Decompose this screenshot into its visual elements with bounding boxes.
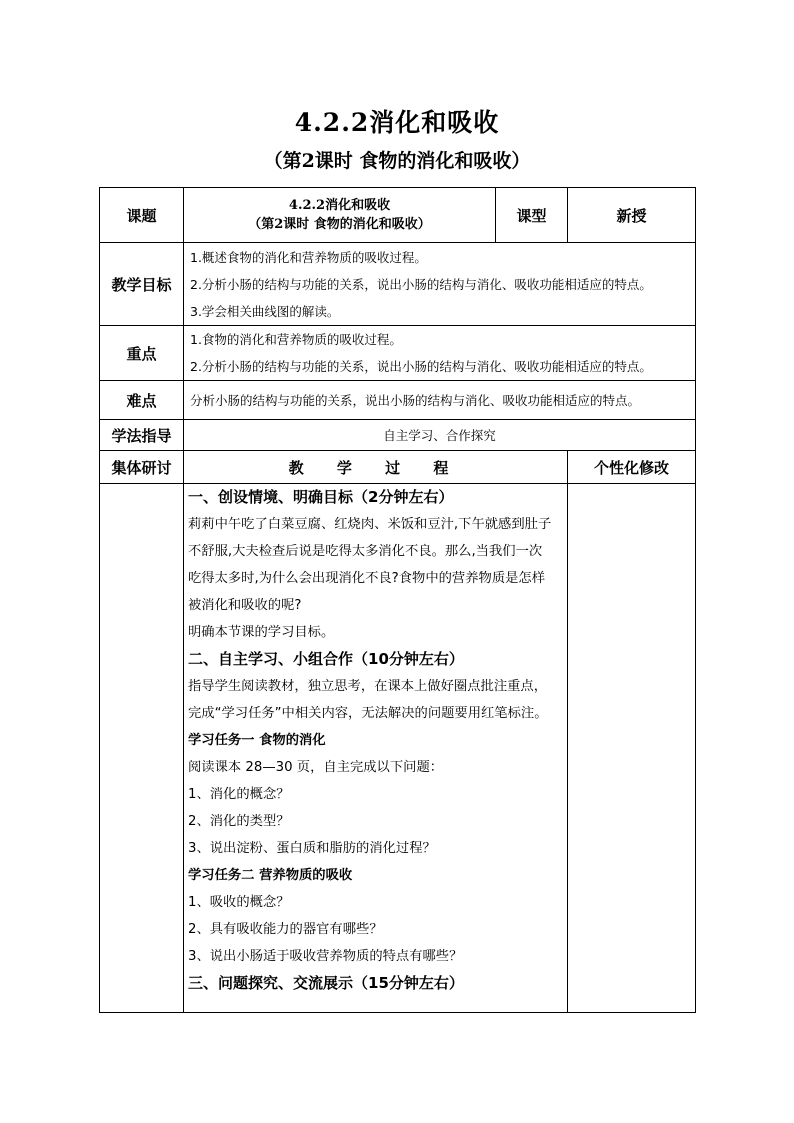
paragraph-line: 不舒服,大夫检查后说是吃得太多消化不良。那么,当我们一次	[188, 544, 543, 559]
task1-question: 2、消化的类型？	[188, 814, 290, 829]
document-title: 4.2.2消化和吸收	[294, 108, 500, 137]
goals-content	[184, 243, 696, 326]
difficulty-content	[184, 381, 696, 420]
process-header-row	[100, 451, 696, 484]
difficulty-label: 难点	[100, 381, 184, 420]
goal-item: 3.学会相关曲线图的解读。	[190, 303, 340, 319]
task2-question: 1、吸收的概念？	[188, 895, 290, 910]
section1-heading: 一、创设情境、明确目标（2分钟左右）	[188, 488, 454, 506]
goal-item: 2.分析小肠的结构与功能的关系，说出小肠的结构与消化、吸收功能相适应的特点。	[190, 276, 652, 292]
method-row	[100, 420, 696, 451]
paragraph-line: 完成“学习任务”中相关内容，无法解决的问题要用红笔标注。	[188, 706, 548, 721]
difficulty-row	[100, 381, 696, 420]
type-label: 课型	[496, 188, 568, 243]
paragraph-line: 吃得太多时,为什么会出现消化不良?食物中的营养物质是怎样	[188, 571, 546, 586]
method-value: 自主学习、合作探究	[184, 420, 696, 451]
key-item: 2.分析小肠的结构与功能的关系，说出小肠的结构与消化、吸收功能相适应的特点。	[190, 359, 652, 374]
key-label: 重点	[100, 326, 184, 381]
collective-discussion-header: 集体研讨	[100, 451, 184, 484]
teaching-process-header: 教 学 过 程	[184, 451, 568, 484]
lesson-plan-table	[99, 187, 696, 1013]
topic-label: 课题	[100, 188, 184, 243]
method-label: 学法指导	[100, 420, 184, 451]
task2-question: 3、说出小肠适于吸收营养物质的特点有哪些？	[188, 949, 463, 964]
paragraph-line: 指导学生阅读教材，独立思考，在课本上做好圈点批注重点，	[188, 679, 548, 694]
paragraph-line: 莉莉中午吃了白菜豆腐、红烧肉、米饭和豆汁,下午就感到肚子	[188, 517, 552, 532]
personal-revision-cell	[568, 484, 696, 1013]
topic-line2: （第2课时 食物的消化和吸收）	[248, 217, 431, 232]
goals-row	[100, 243, 696, 326]
task2-heading: 学习任务二 营养物质的吸收	[188, 868, 353, 883]
key-item: 1.食物的消化和营养物质的吸收过程。	[190, 332, 402, 347]
section3-heading: 三、问题探究、交流展示（15分钟左右）	[188, 974, 464, 992]
document-subtitle: （第2课时 食物的消化和吸收）	[263, 150, 531, 172]
section2-heading: 二、自主学习、小组合作（10分钟左右）	[188, 650, 464, 668]
paragraph-line: 明确本节课的学习目标。	[188, 625, 335, 640]
key-content	[184, 326, 696, 381]
task1-question: 3、说出淀粉、蛋白质和脂肪的消化过程？	[188, 841, 436, 856]
collective-discussion-cell	[100, 484, 184, 1013]
type-value: 新授	[568, 188, 696, 243]
task2-question: 2、具有吸收能力的器官有哪些？	[188, 922, 383, 937]
goals-label: 教学目标	[100, 243, 184, 326]
teaching-process-cell	[184, 484, 568, 1013]
process-body-row	[100, 484, 696, 1013]
topic-row	[100, 188, 696, 243]
paragraph-line: 被消化和吸收的呢?	[188, 598, 302, 613]
topic-value	[184, 188, 496, 243]
goal-item: 1.概述食物的消化和营养物质的吸收过程。	[190, 249, 427, 265]
task1-heading: 学习任务一 食物的消化	[188, 733, 326, 748]
task1-question: 1、消化的概念？	[188, 787, 290, 802]
topic-line1: 4.2.2消化和吸收	[288, 198, 391, 213]
task1-intro: 阅读课本 28—30 页，自主完成以下问题：	[188, 760, 444, 775]
key-row	[100, 326, 696, 381]
personal-revision-header: 个性化修改	[568, 451, 696, 484]
difficulty-text: 分析小肠的结构与功能的关系，说出小肠的结构与消化、吸收功能相适应的特点。	[190, 392, 641, 408]
